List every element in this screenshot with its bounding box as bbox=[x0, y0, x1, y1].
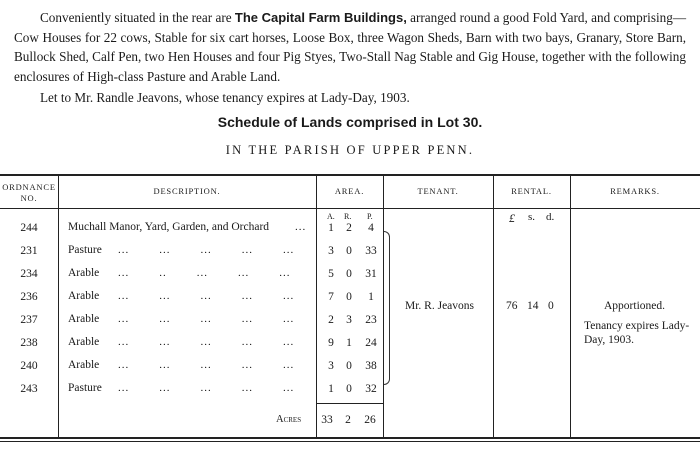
ordnance-number: 240 bbox=[20, 360, 38, 372]
col-divider-2 bbox=[316, 175, 317, 438]
col-divider-4 bbox=[493, 175, 494, 438]
area-roods: 0 bbox=[346, 360, 352, 372]
remarks-tenancy-line1: Tenancy expires Lady- bbox=[584, 320, 690, 332]
area-acres: 2 bbox=[328, 314, 334, 326]
description-label: Arable bbox=[68, 290, 100, 302]
ordnance-number: 244 bbox=[20, 222, 38, 234]
description-label: Arable bbox=[68, 359, 100, 371]
description-label: Pasture bbox=[68, 382, 102, 394]
rental-pounds: 76 bbox=[506, 300, 518, 312]
rental-unit-pence: d. bbox=[546, 211, 555, 223]
header-ordnance-line2: NO. bbox=[20, 193, 38, 203]
header-ordnance-line1: ORDNANCE bbox=[2, 182, 56, 192]
description-label: Arable bbox=[68, 313, 100, 325]
area-perches: 32 bbox=[365, 383, 377, 395]
parish-heading: IN THE PARISH OF UPPER PENN. bbox=[225, 143, 475, 157]
header-rental: RENTAL. bbox=[511, 186, 552, 196]
area-roods: 0 bbox=[346, 291, 352, 303]
rental-unit-shillings: s. bbox=[528, 211, 536, 223]
area-unit-roods: R. bbox=[344, 212, 352, 221]
leader-dots: ... ... ... ... ... bbox=[118, 382, 295, 394]
description-label: Arable bbox=[68, 267, 100, 279]
header-remarks: REMARKS. bbox=[610, 186, 660, 196]
area-acres: 5 bbox=[328, 268, 334, 280]
ordnance-number: 234 bbox=[20, 268, 38, 280]
leader-dots: ... ... ... ... ... bbox=[118, 336, 295, 348]
table-bottom-rule-2 bbox=[0, 441, 700, 442]
header-rule bbox=[0, 208, 700, 209]
col-divider-5 bbox=[570, 175, 571, 438]
area-unit-perches: P. bbox=[367, 212, 373, 221]
area-total-rule bbox=[316, 403, 383, 404]
area-acres: 9 bbox=[328, 337, 334, 349]
ordnance-number: 238 bbox=[20, 337, 38, 349]
rental-pence: 0 bbox=[548, 300, 554, 312]
remarks-tenancy-line2: Day, 1903. bbox=[584, 334, 635, 346]
header-area: AREA. bbox=[334, 186, 365, 196]
intro-paragraph bbox=[14, 8, 686, 86]
ordnance-number: 243 bbox=[20, 383, 38, 395]
total-label: Acres bbox=[276, 414, 302, 425]
rental-shillings: 14 bbox=[527, 300, 539, 312]
leader-dots: ... .. ... ... ... bbox=[118, 267, 291, 279]
area-perches: 24 bbox=[365, 337, 377, 349]
leader-dots: ... ... ... ... ... bbox=[118, 359, 295, 371]
area-acres: 1 bbox=[328, 383, 334, 395]
area-roods: 0 bbox=[346, 245, 352, 257]
intro-rest: arranged round a good Fold Yard, and comprising—Cow Houses for 22 cows, Stable for six cart horses, Loose Box, three Wagon Sheds, Barn with two bays, Granary, Store Barn, Bullock Shed, Calf Pen, two Hen Houses and four Pig Styes, Two-Stall Nag Stable and Gig House, together with the following enclosures of High-class Pasture and Arable Land. bbox=[14, 10, 687, 84]
area-roods: 2 bbox=[346, 222, 352, 234]
header-description: DESCRIPTION. bbox=[153, 186, 221, 196]
description-label: Muchall Manor, Yard, Garden, and Orchard bbox=[68, 221, 270, 233]
area-perches: 4 bbox=[368, 222, 374, 234]
let-note: Let to Mr. Randle Jeavons, whose tenancy expires at Lady-Day, 1903. bbox=[40, 90, 410, 105]
rental-unit-pounds: £ bbox=[509, 211, 515, 225]
total-roods: 2 bbox=[345, 414, 351, 426]
area-roods: 1 bbox=[346, 337, 352, 349]
tenant-name: Mr. R. Jeavons bbox=[405, 300, 474, 312]
area-perches: 38 bbox=[365, 360, 377, 372]
area-perches: 23 bbox=[365, 314, 377, 326]
total-perches: 26 bbox=[364, 414, 376, 426]
intro-lead: Conveniently situated in the rear are bbox=[40, 10, 235, 25]
area-roods: 0 bbox=[346, 383, 352, 395]
area-roods: 3 bbox=[346, 314, 352, 326]
area-acres: 7 bbox=[328, 291, 334, 303]
col-divider-1 bbox=[58, 175, 59, 438]
ordnance-number: 236 bbox=[20, 291, 38, 303]
ordnance-number: 237 bbox=[20, 314, 38, 326]
table-bottom-rule bbox=[0, 437, 700, 439]
leader-dots: ... ... ... ... ... bbox=[118, 244, 295, 256]
table-top-rule bbox=[0, 174, 700, 176]
total-acres: 33 bbox=[321, 414, 333, 426]
header-tenant: TENANT. bbox=[417, 186, 459, 196]
schedule-title: Schedule of Lands comprised in Lot 30. bbox=[217, 114, 483, 130]
description-label: Arable bbox=[68, 336, 100, 348]
ordnance-number: 231 bbox=[20, 245, 38, 257]
area-acres: 3 bbox=[328, 245, 334, 257]
area-acres: 1 bbox=[328, 222, 334, 234]
area-unit-acres: A. bbox=[327, 212, 335, 221]
leader-dots: ... ... ... ... ... bbox=[118, 313, 295, 325]
leader-dots: ... bbox=[295, 221, 307, 233]
header-ordnance bbox=[0, 182, 58, 204]
leader-dots: ... ... ... ... ... bbox=[118, 290, 295, 302]
row-group-brace bbox=[384, 231, 390, 385]
area-perches: 33 bbox=[365, 245, 377, 257]
area-perches: 31 bbox=[365, 268, 377, 280]
area-roods: 0 bbox=[346, 268, 352, 280]
area-acres: 3 bbox=[328, 360, 334, 372]
description-label: Pasture bbox=[68, 244, 102, 256]
intro-bold: The Capital Farm Buildings, bbox=[234, 10, 407, 25]
remarks-apportioned: Apportioned. bbox=[604, 300, 666, 312]
area-perches: 1 bbox=[368, 291, 374, 303]
